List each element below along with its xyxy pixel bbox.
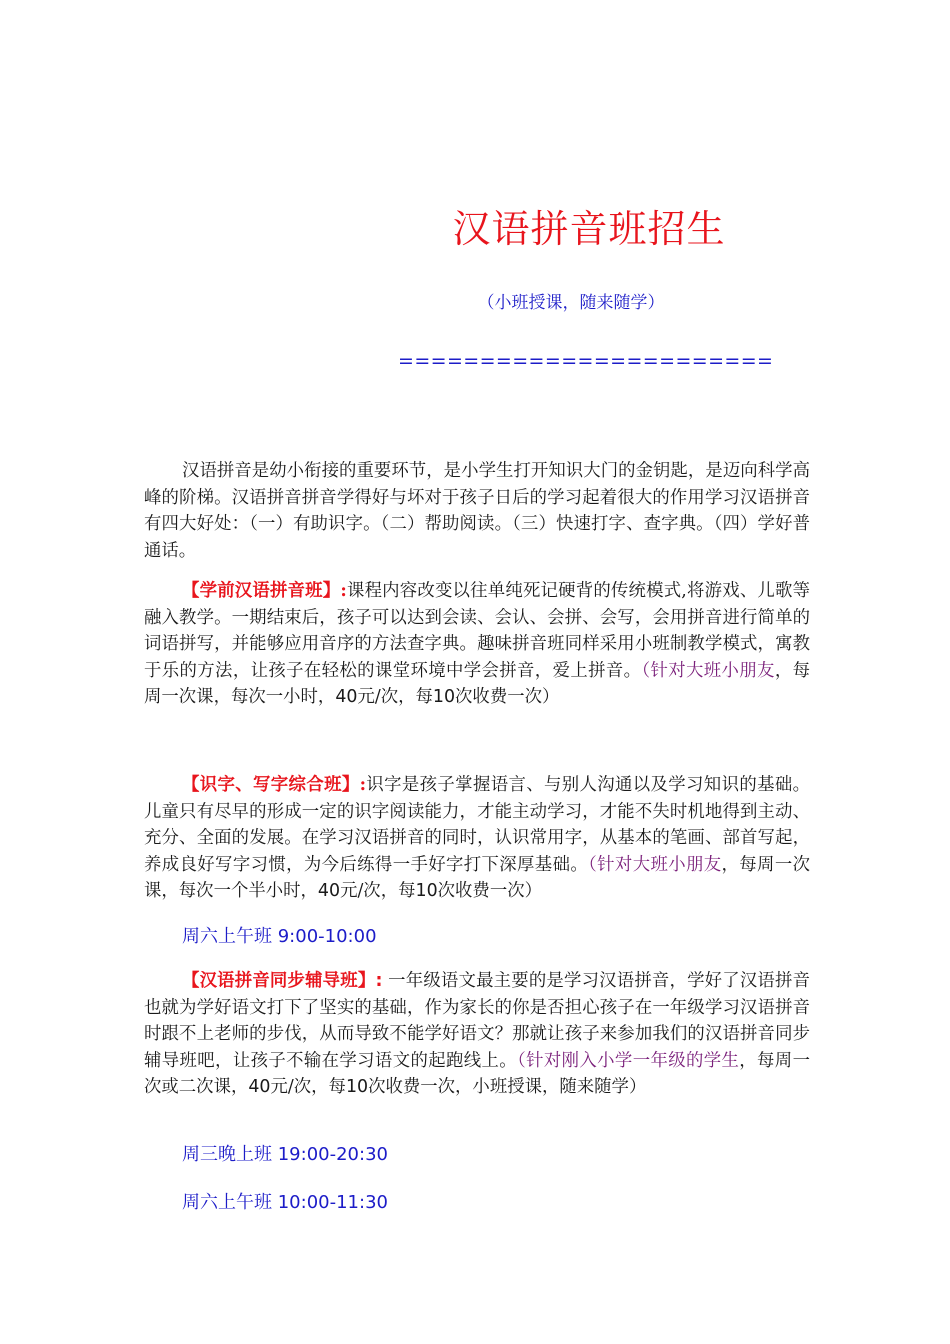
schedule-item: [182, 1188, 388, 1214]
course-preschool-pinyin: [144, 578, 810, 711]
course-details: 元/次，每: [357, 687, 433, 708]
schedule-label: 周六上午班: [182, 1192, 272, 1213]
course-price: 40: [317, 881, 341, 902]
course-target: （针对刚入小学一年级的学生: [517, 1050, 740, 1071]
course-details: 次收费一次）: [437, 881, 542, 902]
intro-paragraph: 汉语拼音是幼小衔接的重要环节，是小学生打开知识大门的金钥匙，是迈向科学高峰的阶梯。汉语拼音拼音学得好与坏对于孩子日后的学习起着很大的作用学习汉语拼音有四大好处：（一）有助识字。（二）帮助阅读。（三）快速打字、查字典。（四）学好普通话。: [144, 461, 810, 561]
course-literacy-writing: [144, 772, 810, 905]
course-price: 40: [335, 687, 358, 708]
course-description: 课程内容改变以往单纯死记硬背的传统模式,将游戏、儿歌等融入教学。一期结束后，孩子可以达到会读、会认、会拼、会写，会用拼音进行简单的词语拼写，并能够应用音序的方法查字典。趣味拼音班同样采用小班制教学模式，寓教于乐的方法，让孩子在轻松的课堂环境中学会拼音，爱上拼音。: [144, 581, 810, 681]
course-description: 识字是孩子掌握语言、与别人沟通以及学习知识的基础。儿童只有尽早的形成一定的识字阅读能力，才能主动学习，才能不失时机地得到主动、充分、全面的发展。在学习汉语拼音的同时，认识常用字，从基本的笔画、部首写起，养成良好写字习惯，为今后练得一手好字打下深厚基础。: [144, 775, 810, 875]
course-count: 10: [415, 881, 438, 902]
course-description: 一年级语文最主要的是学习汉语拼音，学好了汉语拼音也就为学好语文打下了坚实的基础，作为家长的你是否担心孩子在一年级学习汉语拼音时跟不上老师的步伐，从而导致不能学好语文？那就让孩子来参加我们的汉语拼音同步辅导班吧，让孩子不输在学习语文的起跑线上。: [144, 971, 810, 1071]
course-target: （针对大班小朋友: [588, 854, 722, 875]
course-count: 10: [432, 687, 456, 708]
divider-line: =======================: [398, 350, 774, 372]
course-heading-colon: :: [375, 971, 383, 991]
course-heading: 【汉语拼音同步辅导班】: [182, 971, 376, 991]
course-details: ，每周一次课，每次一个半小时，: [144, 854, 810, 902]
schedule-label: 周六上午班: [182, 926, 272, 947]
course-details: 次收费一次，小班授课，随来随学）: [368, 1077, 647, 1098]
schedule-time: 19:00-20:30: [277, 1144, 388, 1165]
course-details: 元/次，每: [340, 881, 416, 902]
course-details: 元/次，每: [270, 1077, 346, 1098]
course-details: ，每周一次课，每次一小时，: [144, 660, 810, 708]
course-heading: 【识字、写字综合班】:: [182, 775, 367, 795]
schedule-time: 9:00-10:00: [277, 926, 377, 947]
schedule-label: 周三晚上班: [182, 1144, 272, 1165]
course-pinyin-sync-tutoring: [144, 968, 810, 1101]
schedule-item: [182, 1140, 388, 1166]
schedule-time: 10:00-11:30: [277, 1192, 388, 1213]
course-count: 10: [345, 1077, 369, 1098]
course-target: （针对大班小朋友: [641, 660, 775, 681]
schedule-item: [182, 922, 377, 948]
course-details: ，每周一次或二次课，: [144, 1050, 810, 1098]
course-price: 40: [248, 1077, 271, 1098]
subtitle: （小班授课，随来随学）: [477, 293, 665, 313]
course-heading: 【学前汉语拼音班】:: [182, 581, 347, 601]
page-title: 汉语拼音班招生: [452, 207, 726, 251]
course-details: 次收费一次）: [455, 687, 560, 708]
